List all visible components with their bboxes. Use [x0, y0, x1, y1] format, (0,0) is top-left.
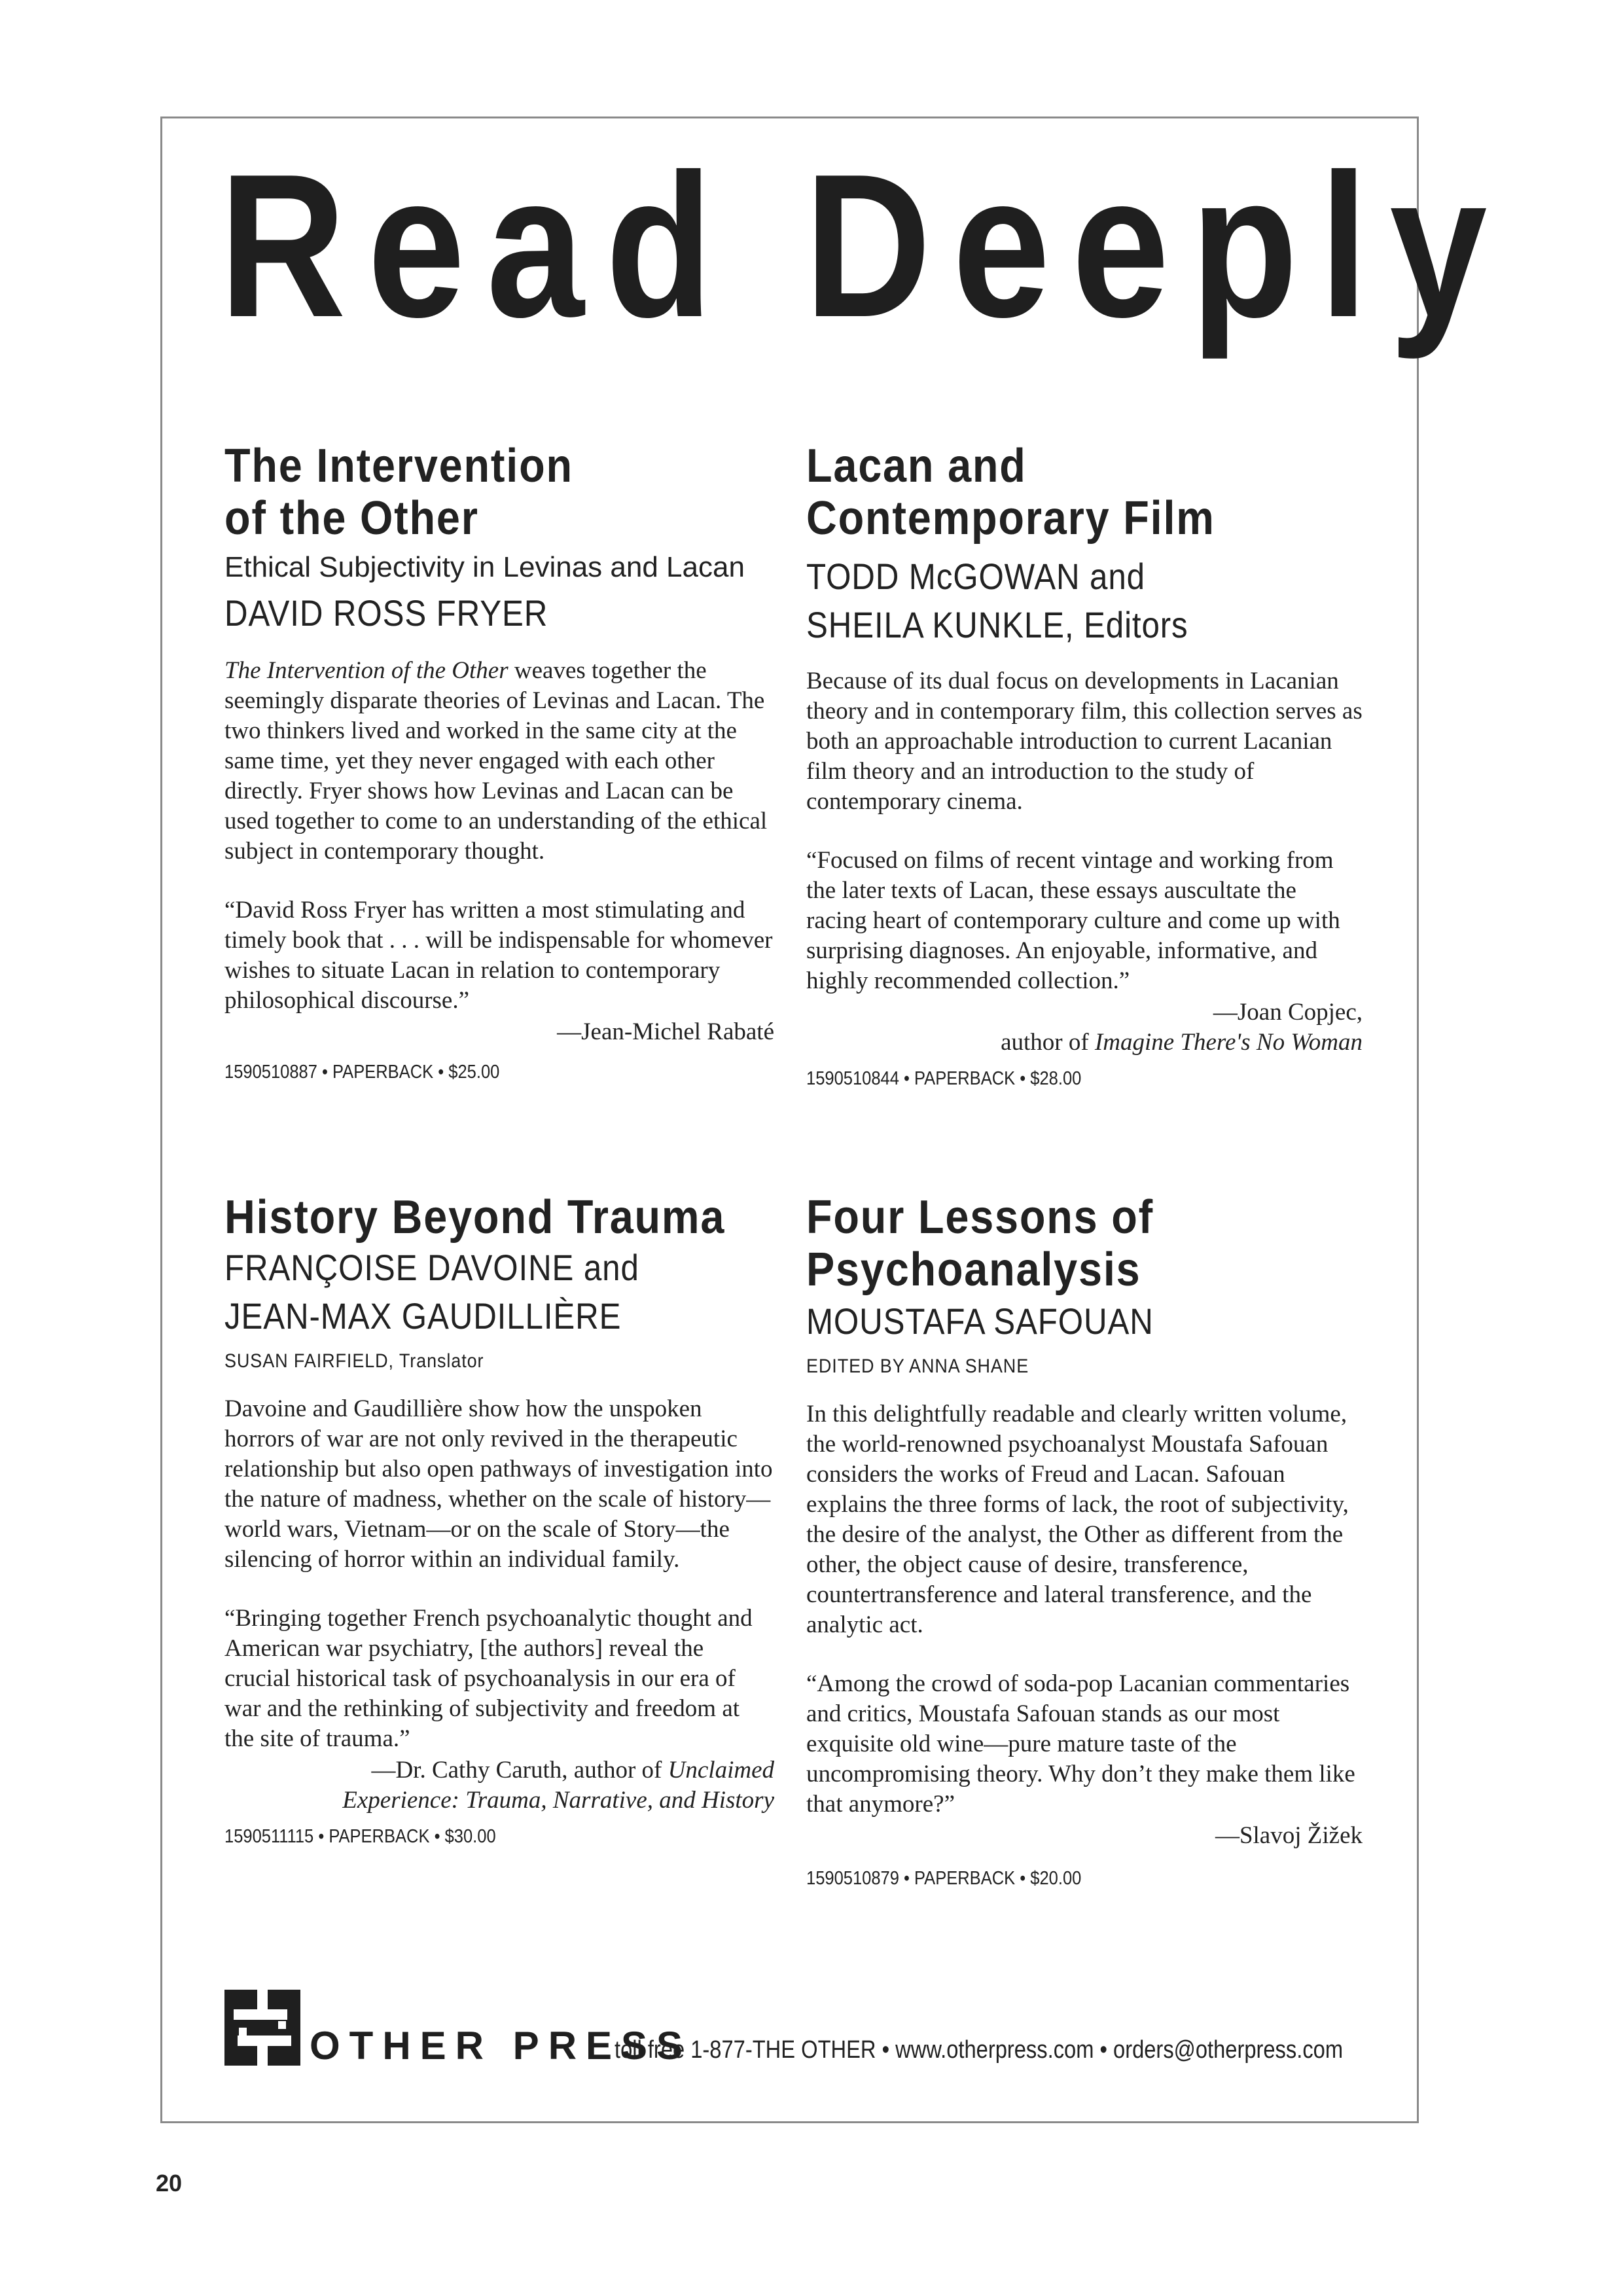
book-description: Because of its dual focus on developments in Lacanian theory and in contemporary film, this collection serves as both an approachable introduction to current Lacanian film theory and an introduction to the study of contemporary cinema. [806, 668, 1363, 815]
book-listing [224, 440, 774, 1084]
publisher-footer [224, 1990, 1402, 2068]
publisher-contact: toll free 1-877-THE OTHER • www.otherpress.com • orders@otherpress.com [615, 2036, 1344, 2064]
quote-attribution [806, 997, 1363, 1058]
isbn-price: 1590511115 • PAPERBACK • $30.00 [224, 1826, 496, 1847]
attribution-book-title: Imagine There's No Woman [1094, 1029, 1363, 1056]
book-title-line: Contemporary Film [806, 492, 1215, 545]
book-title-line: Psychoanalysis [806, 1244, 1141, 1296]
book-listing [224, 1191, 774, 1848]
book-subtitle: Ethical Subjectivity in Levinas and Lacan [224, 551, 745, 583]
book-author-line: SHEILA KUNKLE, Editors [806, 604, 1188, 645]
book-title-line: Four Lessons of [806, 1191, 1154, 1244]
book-quote: “Bringing together French psychoanalytic thought and American war psychiatry, [the authors] reveal the crucial historical task of psychoanalysis in our era of war and the rethinking of subjectivity and freedom at the site of trauma.” [224, 1605, 753, 1752]
headline: Read Deeply [219, 132, 1509, 360]
book-title-line: The Intervention [224, 440, 573, 492]
quote-attribution [224, 1755, 774, 1816]
book-credit: SUSAN FAIRFIELD, Translator [224, 1350, 484, 1372]
book-description-text: weaves together the seemingly disparate theories of Levinas and Lacan. The two thinkers lived and worked in the same city at the same time, yet they never engaged with each other directly. Fryer shows how Levinas and Lacan can be used together to come to an understanding of the ethical subject in contemporary thought. [224, 657, 768, 865]
book-quote: “Focused on films of recent vintage and working from the later texts of Lacan, these essays auscultate the racing heart of contemporary culture and come up with surprising diagnoses. An enjoyable, informative, and highly recommended collection.” [806, 847, 1340, 994]
attribution-line: —Joan Copjec, [1213, 999, 1363, 1026]
book-credit: EDITED BY ANNA SHANE [806, 1355, 1029, 1377]
book-author [806, 552, 1296, 649]
quote-attribution: —Jean-Michel Rabaté [557, 1018, 774, 1045]
book-description [224, 656, 774, 867]
book-author [224, 1244, 708, 1340]
book-quote: “David Ross Fryer has written a most stimulating and timely book that . . . will be indispensable for whomever wishes to situate Lacan in relation to contemporary philosophical discourse.” [224, 897, 773, 1014]
attribution-book-title: Experience: Trauma, Narrative, and History [342, 1787, 774, 1814]
attribution-line: —Dr. Cathy Caruth, author of [371, 1757, 668, 1784]
book-author-line: TODD McGOWAN and [806, 556, 1145, 597]
quote-attribution: —Slavoj Žižek [1215, 1822, 1363, 1849]
other-press-logo-icon [224, 1990, 300, 2066]
book-listing [806, 1191, 1363, 1890]
book-quote: “Among the crowd of soda-pop Lacanian commentaries and critics, Moustafa Safouan stands as our most exquisite old wine—pure mature taste of the uncompromising theory. Why don’t they make them like that anymore?” [806, 1670, 1355, 1818]
book-description: Davoine and Gaudillière show how the unspoken horrors of war are not only revived in the therapeutic relationship but also open pathways of investigation into the nature of madness, whether on the scale of history—world wars, Vietnam—or on the scale of Story—the silencing of horror within an individual family. [224, 1395, 773, 1573]
book-title-line: Lacan and [806, 440, 1027, 492]
isbn-price: 1590510887 • PAPERBACK • $25.00 [224, 1062, 500, 1083]
attribution-line: author of [1001, 1029, 1095, 1056]
book-author: DAVID ROSS FRYER [224, 592, 548, 634]
book-author-line: FRANÇOISE DAVOINE and [224, 1247, 639, 1288]
book-author: MOUSTAFA SAFOUAN [806, 1300, 1154, 1342]
book-title [806, 440, 1307, 545]
book-title [224, 440, 719, 545]
book-description-italic: The Intervention of the Other [224, 657, 508, 684]
book-author-line: JEAN-MAX GAUDILLIÈRE [224, 1295, 622, 1336]
book-description: In this delightfully readable and clearly written volume, the world-renowned psychoanalyst Moustafa Safouan considers the works of Freud and Lacan. Safouan explains the three forms of lack, the root of subjectivity, the desire of the analyst, the Other as different from the other, the object cause of desire, transference, countertransference and lateral transference, and the analytic act. [806, 1401, 1349, 1638]
isbn-price: 1590510879 • PAPERBACK • $20.00 [806, 1868, 1082, 1889]
attribution-book-title: Unclaimed [668, 1757, 774, 1784]
book-listing [806, 440, 1363, 1090]
page-number: 20 [156, 2170, 183, 2197]
isbn-price: 1590510844 • PAPERBACK • $28.00 [806, 1068, 1082, 1089]
book-title: History Beyond Trauma [224, 1191, 726, 1244]
publisher-name: OTHER PRESS [310, 2024, 692, 2068]
book-title [806, 1191, 1307, 1296]
book-title-line: of the Other [224, 492, 479, 545]
